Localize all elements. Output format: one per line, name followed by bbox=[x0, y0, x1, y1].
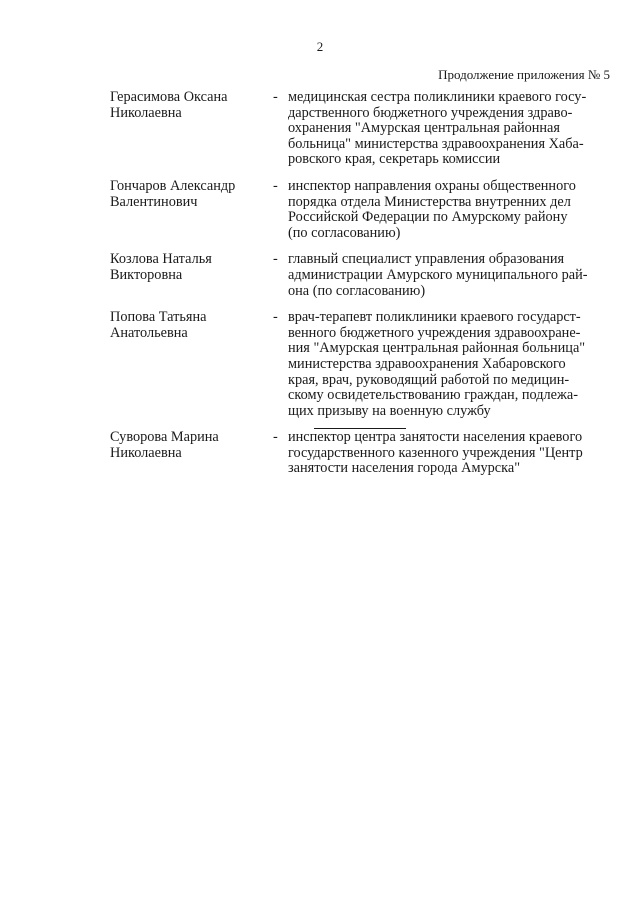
commission-member bbox=[110, 252, 610, 299]
member-dash: - bbox=[273, 251, 278, 268]
member-dash: - bbox=[273, 177, 278, 194]
member-role: медицинская сестра поликлиники краевого госу- дарственного бюджетного учреждения здраво- охранения "Амурская центральная районная больница" министерства здравоохранения Хаба- ровского края, секретарь комиссии bbox=[288, 89, 587, 168]
commission-member bbox=[110, 430, 610, 477]
member-name: Попова Татьяна Анатольевна bbox=[110, 309, 207, 341]
member-role: врач-терапевт поликлиники краевого государст- венного бюджетного учреждения здравоохране- ния "Амурская центральная районная больница" министерства здравоохранения Хабаровского края, врач, руководящий работой по медицин- скому освидетельствованию граждан, подлежа- щих призыву на военную службу bbox=[288, 309, 586, 419]
commission-member bbox=[110, 310, 610, 419]
member-role: инспектор центра занятости населения краевого государственного казенного учреждения "Центр занятости населения города Амурска" bbox=[288, 429, 583, 477]
member-dash: - bbox=[273, 309, 278, 326]
end-of-list-rule bbox=[314, 428, 406, 429]
member-name: Суворова Марина Николаевна bbox=[110, 429, 219, 461]
member-name: Герасимова Оксана Николаевна bbox=[110, 89, 228, 121]
member-role: инспектор направления охраны общественного порядка отдела Министерства внутренних дел Российской Федерации по Амурскому району (по согласованию) bbox=[288, 177, 576, 241]
member-role: главный специалист управления образования администрации Амурского муниципального рай- она (по согласованию) bbox=[288, 251, 588, 299]
member-dash: - bbox=[273, 89, 278, 105]
appendix-continuation-label: Продолжение приложения № 5 bbox=[438, 67, 610, 82]
commission-member bbox=[110, 179, 610, 241]
commission-member bbox=[110, 90, 610, 168]
page-number: 2 bbox=[316, 39, 324, 54]
commission-members-list bbox=[110, 90, 610, 477]
member-name: Козлова Наталья Викторовна bbox=[110, 251, 212, 283]
member-dash: - bbox=[273, 429, 278, 446]
member-name: Гончаров Александр Валентинович bbox=[110, 177, 236, 210]
